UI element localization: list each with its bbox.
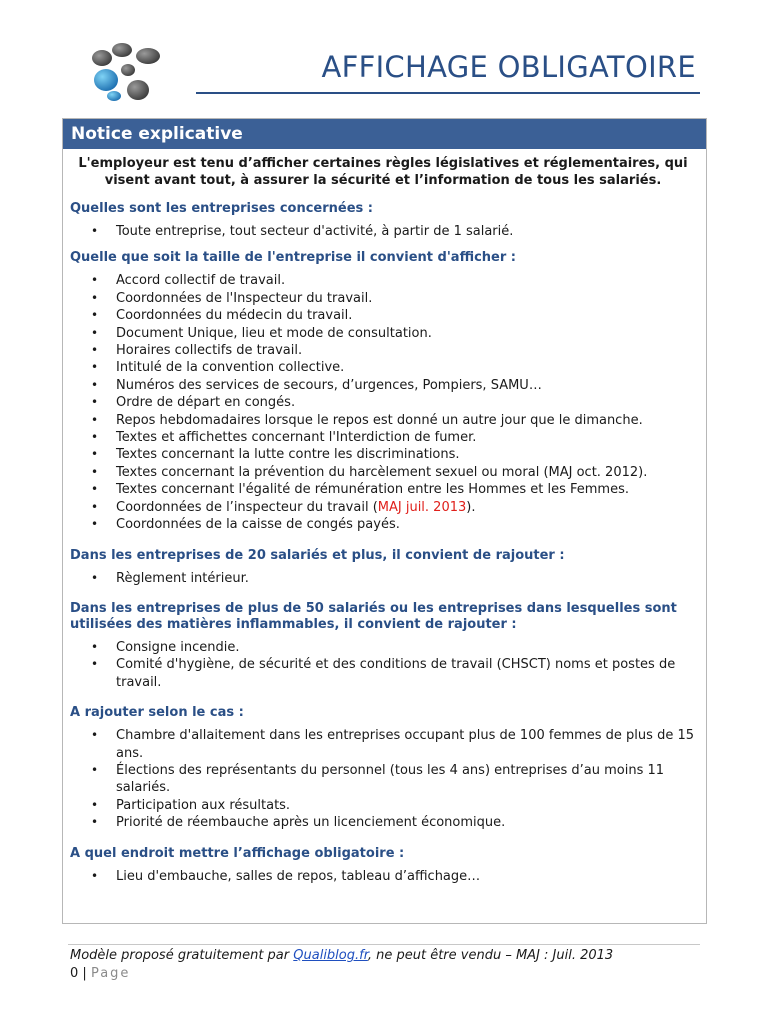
list-item: • Repos hebdomadaires lorsque le repos est donné un autre jour que le dimanche. (91, 412, 643, 428)
notice-body (63, 149, 706, 885)
bullet-list (70, 727, 696, 831)
flower-logo-icon (88, 42, 164, 104)
bullet-list (70, 272, 696, 533)
section-heading: Quelles sont les entreprises concernées : (70, 201, 373, 216)
list-item: • Document Unique, lieu et mode de consultation. (91, 325, 432, 341)
list-item: • Coordonnées de l'Inspecteur du travail. (91, 290, 373, 306)
notice-panel (62, 118, 707, 924)
list-item: • Priorité de réembauche après un licenciement économique. (91, 815, 506, 831)
bullet-list (70, 223, 696, 240)
list-item: • Intitulé de la convention collective. (91, 360, 345, 376)
section-heading: Quelle que soit la taille de l'entreprise il convient d'afficher : (70, 250, 516, 266)
list-item: • Textes et affichettes concernant l'Interdiction de fumer. (91, 430, 477, 446)
list-item: • Textes concernant l'égalité de rémunération entre les Hommes et les Femmes. (91, 482, 629, 498)
title-divider (196, 92, 700, 94)
list-item: • Consigne incendie. (91, 639, 240, 655)
footer-divider (68, 944, 700, 945)
list-item: • Ordre de départ en congés. (91, 395, 296, 411)
list-item: • Participation aux résultats. (91, 797, 291, 813)
section-heading: Dans les entreprises de plus de 50 salariés ou les entreprises dans lesquelles sont utilisées des matières inflammables, il convient de rajouter : (70, 600, 677, 632)
section-heading: A quel endroit mettre l’affichage obligatoire : (70, 845, 405, 861)
list-item: • Coordonnées du médecin du travail. (91, 308, 353, 324)
notice-header: Notice explicative (63, 119, 706, 149)
list-item: • Lieu d'embauche, salles de repos, tableau d’affichage… (91, 868, 481, 884)
list-item: • Coordonnées de la caisse de congés payés. (91, 517, 400, 533)
list-item: • Élections des représentants du personnel (tous les 4 ans) entreprises d’au moins 11 salariés. (91, 762, 665, 796)
page-number: 0 | Page (70, 966, 131, 981)
qualiblog-link[interactable]: Qualiblog.fr (293, 948, 368, 963)
list-item: • Horaires collectifs de travail. (91, 343, 303, 359)
bullet-list (70, 570, 696, 587)
list-item: • Numéros des services de secours, d’urgences, Pompiers, SAMU… (91, 377, 542, 393)
intro-paragraph: L'employeur est tenu d’afficher certaines règles législatives et réglementaires, qui visent avant tout, à assurer la sécurité et l’information de tous les salariés. (78, 156, 688, 188)
list-item: • Textes concernant la lutte contre les discriminations. (91, 447, 460, 463)
list-item: • Textes concernant la prévention du harcèlement sexuel ou moral (MAJ oct. 2012). (91, 464, 648, 480)
list-item: • Chambre d'allaitement dans les entreprises occupant plus de 100 femmes de plus de 15 ans. (91, 728, 694, 761)
list-item: • Toute entreprise, tout secteur d'activité, à partir de 1 salarié. (91, 224, 514, 239)
footer-note: Modèle proposé gratuitement par Qualiblog.fr, ne peut être vendu – MAJ : Juil. 2013 (70, 948, 614, 963)
section-heading: Dans les entreprises de 20 salariés et plus, il convient de rajouter : (70, 547, 565, 563)
bullet-list (70, 868, 696, 885)
list-item: • Coordonnées de l’inspecteur du travail (MAJ juil. 2013). (91, 499, 476, 515)
section-heading: A rajouter selon le cas : (70, 705, 244, 721)
page-title: AFFICHAGE OBLIGATOIRE (321, 50, 696, 84)
list-item: • Accord collectif de travail. (91, 273, 286, 289)
list-item: • Comité d'hygiène, de sécurité et des conditions de travail (CHSCT) noms et postes de travail. (91, 657, 676, 690)
bullet-list (70, 639, 696, 691)
list-item: • Règlement intérieur. (91, 570, 249, 586)
update-highlight: MAJ juil. 2013 (377, 499, 467, 515)
